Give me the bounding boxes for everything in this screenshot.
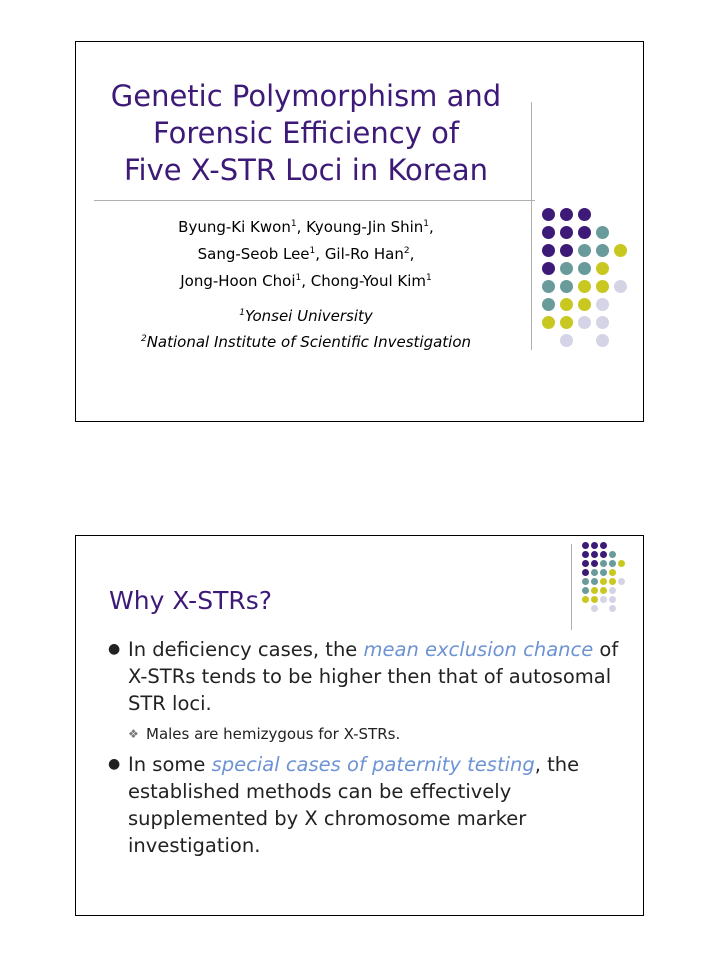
author-name: Jong-Hoon Choi — [180, 272, 296, 290]
decorative-dot — [560, 298, 573, 311]
decorative-dot — [600, 578, 607, 585]
horizontal-divider — [94, 200, 535, 201]
decorative-dot — [560, 334, 573, 347]
bullet-highlight: mean exclusion chance — [363, 638, 594, 661]
decorative-dot — [582, 551, 589, 558]
slide-title — [76, 78, 536, 189]
author-sup: 2 — [403, 246, 410, 256]
decorative-dot — [560, 316, 573, 329]
author-line-3: Jong-Hoon Choi$^1$, Chong-Youl Kim$^1$ — [180, 272, 432, 290]
decorative-dot — [609, 596, 616, 603]
decorative-dot — [591, 569, 598, 576]
bullet-text: of X-STRs tends to be higher then that of autosomal STR loci. — [128, 638, 619, 715]
author-sup: 1 — [426, 273, 432, 283]
decorative-dot — [591, 578, 598, 585]
sub-bullet-text: Males are hemizygous for X-STRs. — [146, 725, 401, 743]
title-line-2: Forensic Efficiency of — [152, 116, 460, 150]
decorative-dot — [591, 560, 598, 567]
title-slide — [75, 41, 644, 422]
decorative-dot — [600, 560, 607, 567]
bullet-item-2 — [108, 751, 628, 859]
decorative-dot — [596, 280, 609, 293]
decorative-dot — [618, 560, 625, 567]
decorative-dot — [582, 596, 589, 603]
decorative-dot — [609, 578, 616, 585]
decorative-dot — [618, 578, 625, 585]
affiliation-2 — [76, 328, 536, 354]
decorative-dot — [600, 569, 607, 576]
bullet-list — [108, 636, 628, 859]
decorative-dot — [560, 226, 573, 239]
decorative-dot — [542, 262, 555, 275]
title-line-1: Genetic Polymorphism and — [110, 79, 502, 113]
bullet-item-1 — [108, 636, 628, 717]
decorative-dot — [560, 262, 573, 275]
slide-title: Why X-STRs? — [109, 586, 273, 615]
decorative-dot — [578, 262, 591, 275]
vertical-divider — [571, 544, 572, 630]
author-name: Chong-Youl Kim — [310, 272, 427, 290]
decorative-dot — [542, 208, 555, 221]
decorative-dot — [609, 569, 616, 576]
decorative-dot — [591, 551, 598, 558]
author-line-2: Sang-Seob Lee$^1$, Gil-Ro Han$^2$, — [197, 245, 415, 263]
decorative-dot — [609, 551, 616, 558]
decorative-dot — [582, 560, 589, 567]
decorative-dot — [596, 226, 609, 239]
decorative-dot — [596, 298, 609, 311]
decorative-dot — [614, 244, 627, 257]
decorative-dot — [578, 226, 591, 239]
affiliation-name: Yonsei University — [244, 307, 373, 325]
decorative-dot — [578, 316, 591, 329]
decorative-dot — [596, 334, 609, 347]
bullet-text: In deficiency cases, the — [128, 638, 364, 661]
decorative-dot — [596, 316, 609, 329]
decorative-dot — [542, 244, 555, 257]
affiliations — [76, 302, 536, 354]
author-sup: 1 — [290, 219, 297, 229]
author-name: Kyoung-Jin Shin — [306, 218, 424, 236]
sub-bullet-item — [108, 723, 628, 745]
author-sup: 1 — [309, 246, 316, 256]
decorative-dot — [542, 298, 555, 311]
decorative-dot — [591, 605, 598, 612]
decorative-dot — [542, 316, 555, 329]
decorative-dot — [600, 551, 607, 558]
author-line-1: Byung-Ki Kwon$^1$, Kyoung-Jin Shin$^1$, — [178, 218, 434, 236]
author-name: Gil-Ro Han — [324, 245, 404, 263]
decorative-dot — [591, 587, 598, 594]
decorative-dot — [582, 587, 589, 594]
decorative-dot — [591, 542, 598, 549]
author-name: Byung-Ki Kwon — [178, 218, 291, 236]
decorative-dot — [560, 280, 573, 293]
bullet-dot-icon: ● — [108, 756, 121, 772]
decorative-dot — [578, 244, 591, 257]
decorative-dot — [600, 542, 607, 549]
decorative-dot — [600, 587, 607, 594]
author-name: Sang-Seob Lee — [197, 245, 310, 263]
decorative-dot — [560, 244, 573, 257]
affiliation-1 — [76, 302, 536, 328]
decorative-dot — [578, 298, 591, 311]
bullet-highlight: special cases of paternity testing — [211, 753, 535, 776]
bullet-text: In some — [128, 753, 212, 776]
decorative-dot — [542, 280, 555, 293]
decorative-dot — [542, 226, 555, 239]
decorative-dot — [591, 596, 598, 603]
title-line-3: Five X-STR Loci in Korean — [123, 153, 489, 187]
decorative-dot — [596, 244, 609, 257]
decorative-dot — [560, 208, 573, 221]
affiliation-name: National Institute of Scientific Investigation — [146, 333, 472, 351]
affiliation-sup: 1 — [239, 308, 245, 318]
content-slide — [75, 535, 644, 916]
decorative-dot — [614, 280, 627, 293]
decorative-dot — [578, 280, 591, 293]
bullet-text: , the established methods can be effectively supplemented by X chromosome marker investigation. — [128, 753, 580, 857]
decorative-dot — [582, 578, 589, 585]
diamond-bullet-icon: ❖ — [128, 727, 139, 741]
decorative-dot — [596, 262, 609, 275]
author-list — [76, 212, 536, 293]
decorative-dot — [609, 605, 616, 612]
decorative-dot — [578, 208, 591, 221]
decorative-dot — [582, 569, 589, 576]
decorative-dot — [609, 587, 616, 594]
decorative-dot — [600, 596, 607, 603]
decorative-dot — [582, 542, 589, 549]
bullet-dot-icon: ● — [108, 641, 121, 657]
author-sup: 1 — [423, 219, 430, 229]
affiliation-sup: 2 — [140, 334, 147, 344]
decorative-dot — [609, 560, 616, 567]
author-sup: 1 — [295, 273, 302, 283]
